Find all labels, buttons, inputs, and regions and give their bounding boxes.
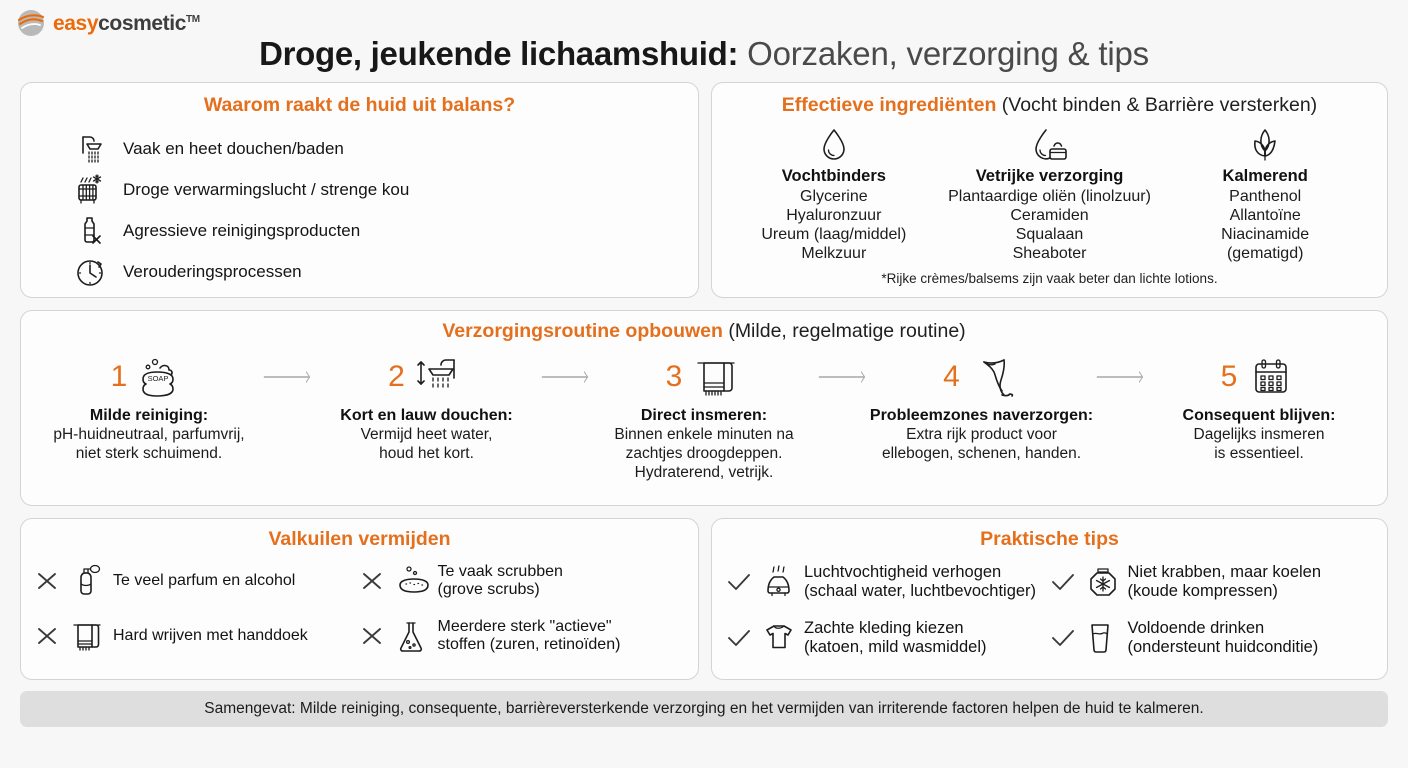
legs-lotion-icon bbox=[968, 352, 1020, 402]
list-item-line1: Voldoende drinken bbox=[1127, 618, 1265, 637]
pitfalls-grid bbox=[35, 563, 684, 655]
brand-name-easy: easy bbox=[53, 11, 99, 35]
brand-logo bbox=[16, 8, 200, 38]
brand-name bbox=[53, 13, 200, 34]
brand-trademark: TM bbox=[185, 13, 200, 25]
step-desc-line: is essentieel. bbox=[1214, 445, 1304, 463]
step-desc-line: Vermijd heet water, bbox=[360, 425, 493, 443]
step-arrow bbox=[263, 351, 313, 403]
causes-list bbox=[37, 129, 682, 293]
check-mark-icon bbox=[1050, 626, 1076, 650]
routine-step-2 bbox=[313, 351, 541, 464]
humidifier-icon bbox=[761, 564, 795, 600]
summary-text: Samengevat: Milde reiniging, consequente, barrièreversterkende verzorging en het vermijden van irriterende factoren helpen de huid te kalmeren. bbox=[204, 700, 1204, 718]
summary-footer bbox=[20, 691, 1388, 727]
list-item-label: Droge verwarmingslucht / strenge kou bbox=[123, 180, 410, 200]
page-title-light: Oorzaken, verzorging & tips bbox=[738, 35, 1149, 72]
list-item-line2: (schaal water, luchtbevochtiger) bbox=[804, 581, 1037, 600]
list-item-line1: Meerdere sterk "actieve" bbox=[437, 617, 612, 635]
ingredient-column-vochtbinders bbox=[726, 125, 942, 264]
shower-timer-icon bbox=[413, 352, 465, 402]
list-item bbox=[726, 563, 1050, 601]
water-glass-icon bbox=[1085, 620, 1119, 656]
list-item bbox=[35, 563, 360, 600]
step-heading: Kort en lauw douchen: bbox=[340, 406, 513, 424]
step-number: 5 bbox=[1220, 359, 1238, 393]
ingredient-line: Ureum (laag/middel) bbox=[761, 226, 907, 244]
routine-steps bbox=[35, 351, 1373, 483]
list-item-line1: Te veel parfum en alcohol bbox=[113, 571, 296, 589]
list-item bbox=[360, 618, 685, 655]
perfume-bottle-icon bbox=[70, 563, 104, 599]
list-item bbox=[73, 252, 682, 293]
list-item-label bbox=[113, 572, 295, 590]
ingredient-line: Panthenol bbox=[1229, 187, 1302, 205]
ingredient-heading: Kalmerend bbox=[1222, 166, 1308, 185]
step-heading: Probleemzones naverzorgen: bbox=[869, 406, 1094, 424]
list-item-line2: (grove scrubs) bbox=[437, 581, 540, 599]
card-ingredients-title bbox=[726, 95, 1373, 116]
card-pitfalls-title bbox=[35, 529, 684, 550]
sponge-scrub-icon bbox=[395, 563, 429, 599]
card-routine bbox=[20, 310, 1388, 506]
ingredient-line: (gematigd) bbox=[1226, 245, 1304, 263]
step-heading: Consequent blijven: bbox=[1182, 406, 1336, 424]
list-item-label: Vaak en heet douchen/baden bbox=[123, 139, 344, 159]
radiator-snowflake-icon bbox=[73, 172, 109, 208]
list-item-label: Verouderingsprocessen bbox=[123, 262, 302, 282]
step-number: 4 bbox=[943, 359, 960, 393]
ingredient-line: Allantoïne bbox=[1229, 206, 1301, 224]
ingredient-line: Hyaluronzuur bbox=[786, 206, 882, 224]
list-item-line2: stoffen (zuren, retinoïden) bbox=[437, 635, 621, 653]
routine-step-5 bbox=[1145, 351, 1373, 464]
shower-icon bbox=[73, 131, 109, 167]
routine-step-1 bbox=[35, 351, 263, 464]
leaves-icon bbox=[1157, 125, 1373, 165]
step-desc-line: Hydraterend, vetrijk. bbox=[634, 464, 774, 482]
soap-bar-icon bbox=[135, 352, 187, 402]
list-item-label: Agressieve reinigingsproducten bbox=[123, 221, 361, 241]
card-routine-title bbox=[35, 321, 1373, 342]
ingredient-column-vetrijke-verzorging bbox=[942, 125, 1158, 264]
page-title-bold: Droge, jeukende lichaamshuid: bbox=[259, 35, 739, 72]
row-pitfalls-tips bbox=[20, 518, 1388, 680]
cross-mark-icon bbox=[360, 569, 386, 593]
list-item-label bbox=[804, 563, 1036, 601]
list-item-line1: Zachte kleding kiezen bbox=[804, 618, 964, 637]
card-routine-title-accent: Verzorgingsroutine opbouwen bbox=[442, 320, 723, 343]
list-item bbox=[726, 619, 1050, 657]
step-arrow bbox=[818, 351, 868, 403]
clock-icon bbox=[73, 254, 109, 290]
list-item-label bbox=[1128, 563, 1322, 601]
step-desc-line: pH-huidneutraal, parfumvrij, bbox=[53, 425, 245, 443]
list-item-label bbox=[804, 619, 986, 657]
ingredient-line: Sheaboter bbox=[1012, 245, 1087, 263]
list-item bbox=[73, 211, 682, 252]
ingredient-line: Niacinamide bbox=[1221, 226, 1310, 244]
drop-cream-jar-icon bbox=[942, 125, 1158, 165]
step-number: 2 bbox=[388, 359, 405, 393]
step-number: 1 bbox=[110, 359, 128, 393]
routine-step-4 bbox=[868, 351, 1096, 464]
list-item-line2: (koude kompressen) bbox=[1127, 581, 1278, 600]
cross-mark-icon bbox=[360, 624, 386, 648]
svg-text:SOAP: SOAP bbox=[147, 373, 169, 383]
card-ingredients bbox=[711, 82, 1388, 298]
list-item bbox=[360, 563, 685, 600]
card-ingredients-title-rest: (Vocht binden & Barrière versterken) bbox=[996, 94, 1318, 117]
list-item bbox=[35, 618, 360, 655]
ingredient-line: Ceramiden bbox=[1010, 206, 1089, 224]
list-item-line1: Te vaak scrubben bbox=[437, 562, 563, 580]
list-item-label bbox=[1128, 619, 1319, 657]
card-tips-title-accent: Praktische tips bbox=[980, 528, 1119, 551]
page-title bbox=[20, 0, 1388, 72]
step-desc-line: zachtjes droogdeppen. bbox=[625, 445, 783, 463]
list-item bbox=[73, 129, 682, 170]
row-causes-ingredients bbox=[20, 82, 1388, 298]
card-pitfalls-title-accent: Valkuilen vermijden bbox=[268, 528, 451, 551]
list-item-line2: (katoen, mild wasmiddel) bbox=[804, 637, 987, 656]
step-arrow bbox=[1096, 351, 1146, 403]
list-item bbox=[1050, 563, 1374, 601]
card-causes-title-accent: Waarom raakt de huid uit balans? bbox=[203, 94, 516, 117]
easycosmetic-swoosh-logo-icon bbox=[16, 8, 46, 38]
list-item bbox=[73, 170, 682, 211]
water-drop-icon bbox=[726, 125, 942, 165]
flask-icon bbox=[395, 618, 429, 654]
ingredient-line: Squalaan bbox=[1015, 226, 1084, 244]
ingredients-note: *Rijke crèmes/balsems zijn vaak beter dan lichte lotions. bbox=[881, 271, 1218, 287]
card-ingredients-title-accent: Effectieve ingrediënten bbox=[781, 94, 997, 117]
list-item bbox=[1050, 619, 1374, 657]
list-item-label bbox=[113, 627, 308, 645]
check-mark-icon bbox=[726, 626, 752, 650]
step-desc-line: houd het kort. bbox=[379, 445, 474, 463]
tips-grid bbox=[726, 563, 1373, 657]
calendar-icon bbox=[1245, 352, 1297, 402]
cross-mark-icon bbox=[35, 624, 61, 648]
card-routine-title-rest: (Milde, regelmatige routine) bbox=[722, 320, 966, 343]
ingredients-columns bbox=[726, 125, 1373, 264]
ingredient-line: Melkzuur bbox=[801, 245, 867, 263]
check-mark-icon bbox=[726, 570, 752, 594]
cold-pack-snowflake-icon bbox=[1085, 564, 1119, 600]
brand-name-cosmetic: cosmetic bbox=[98, 11, 186, 35]
ingredient-column-kalmerend bbox=[1157, 125, 1373, 264]
ingredient-line: Plantaardige oliën (linolzuur) bbox=[948, 187, 1151, 205]
step-desc-line: Binnen enkele minuten na bbox=[614, 425, 794, 443]
step-desc-line: Dagelijks insmeren bbox=[1193, 425, 1325, 443]
step-number: 3 bbox=[665, 359, 683, 393]
step-desc-line: ellebogen, schenen, handen. bbox=[881, 445, 1082, 463]
towel-icon bbox=[690, 352, 742, 402]
step-desc-line: Extra rijk product voor bbox=[906, 425, 1057, 443]
list-item-line2: (ondersteunt huidconditie) bbox=[1127, 637, 1319, 656]
step-arrow bbox=[541, 351, 591, 403]
card-tips-title bbox=[726, 529, 1373, 550]
list-item-line1: Hard wrijven met handdoek bbox=[113, 626, 308, 644]
list-item-line1: Niet krabben, maar koelen bbox=[1127, 562, 1322, 581]
step-heading: Direct insmeren: bbox=[640, 406, 768, 424]
tshirt-icon bbox=[761, 620, 795, 656]
list-item-line1: Luchtvochtigheid verhogen bbox=[804, 562, 1002, 581]
cross-mark-icon bbox=[35, 569, 61, 593]
card-causes bbox=[20, 82, 699, 298]
card-pitfalls bbox=[20, 518, 699, 680]
routine-step-3 bbox=[590, 351, 818, 483]
step-heading: Milde reiniging: bbox=[89, 406, 209, 424]
towel-icon bbox=[70, 618, 104, 654]
bottle-x-icon bbox=[73, 213, 109, 249]
list-item-label bbox=[438, 563, 563, 600]
list-item-label bbox=[438, 618, 621, 655]
step-desc-line: niet sterk schuimend. bbox=[75, 445, 223, 463]
card-tips bbox=[711, 518, 1388, 680]
ingredient-line: Glycerine bbox=[800, 187, 868, 205]
check-mark-icon bbox=[1050, 570, 1076, 594]
ingredient-heading: Vetrijke verzorging bbox=[975, 166, 1124, 185]
ingredient-heading: Vochtbinders bbox=[781, 166, 886, 185]
card-causes-title bbox=[37, 95, 682, 116]
